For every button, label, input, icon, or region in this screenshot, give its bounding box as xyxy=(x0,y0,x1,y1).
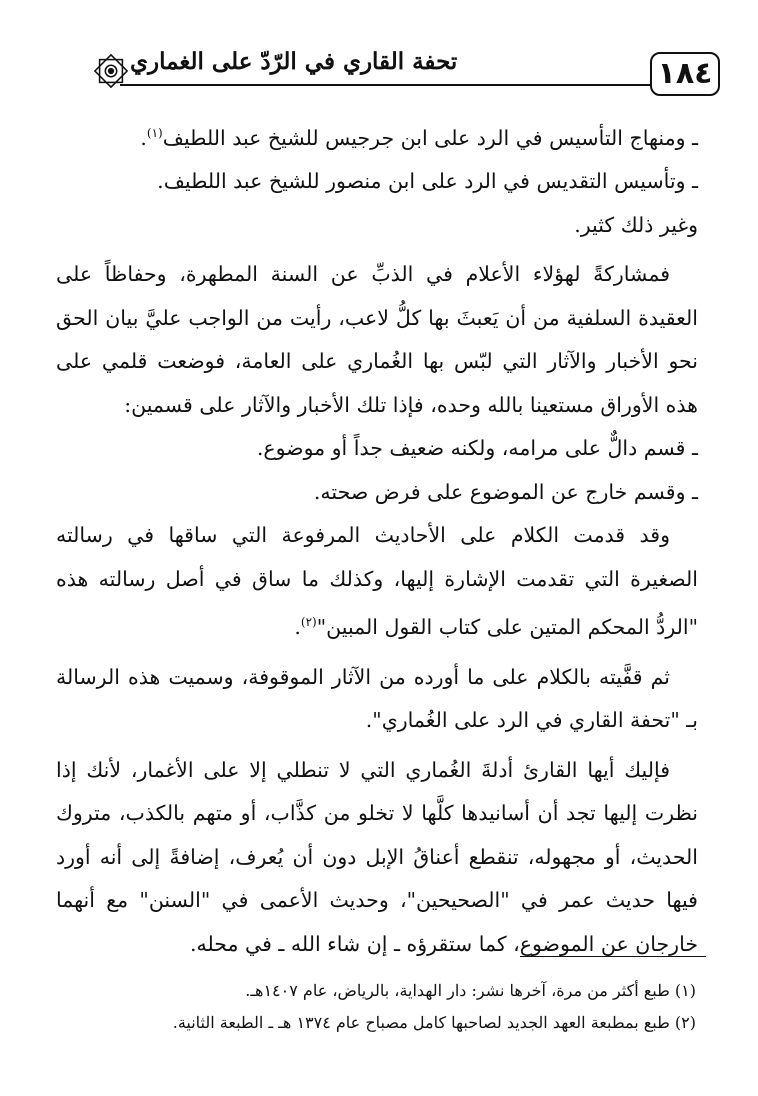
list-item-text: ـ ومنهاج التأسيس في الرد على ابن جرجيس للشيخ عبد اللطيف xyxy=(162,125,698,150)
punctuation: . xyxy=(140,125,147,150)
footnote: (١) طبع أكثر من مرة، آخرها نشر: دار الهداية، بالرياض، عام ١٤٠٧هـ. xyxy=(245,981,696,1000)
paragraph: فإليك أيها القارئ أدلةَ الغُماري التي لا تنطلي إلا على الأغمار، لأنك إذا نظرت إليها تجد أن أسانيدها كلَّها لا تخلو من كذَّاب، أو متهم بالكذب، متروك الحديث، أو مجهوله، تنقطع أعناقُ الإبل دون أن يُعرف، إضافةً إلى أنه أورد فيها حديث عمر في "الصحيحين"، وحديث الأعمى في "السنن" مع أنهما خارجان عن الموضوع، كما ستقرؤه ـ إن شاء الله ـ في محله. xyxy=(56,757,698,956)
header-rule xyxy=(120,84,650,86)
list-item xyxy=(56,112,698,160)
running-title: تحفة القاري في الرّدّ على الغماري xyxy=(130,48,458,75)
paragraph: فمشاركةً لهؤلاء الأعلام في الذبِّ عن السنة المطهرة، وحفاظاً على العقيدة السلفية من أن يَعبثَ بها كلُّ لاعب، رأيت من الواجب عليَّ بيان الحق نحو الأخبار والآثار التي لبّس بها الغُماري على العامة، فوضعت قلمي على هذه الأوراق مستعينا بالله وحده، فإذا تلك الأخبار والآثار على قسمين: xyxy=(56,262,698,417)
paragraph: وغير ذلك كثير. xyxy=(574,212,698,237)
footnote-ref: (١) xyxy=(146,126,163,140)
list-item: ـ وقسم خارج عن الموضوع على فرض صحته. xyxy=(313,479,698,504)
paragraph xyxy=(56,514,698,649)
ornament-icon xyxy=(92,52,130,90)
footnotes xyxy=(60,975,696,1039)
paragraph: ثم قفَّيته بالكلام على ما أورده من الآثار الموقوفة، وسميت هذه الرسالة بـ "تحفة القاري في الرد على الغُماري". xyxy=(56,664,698,733)
punctuation: . xyxy=(294,615,301,640)
main-text xyxy=(56,112,698,966)
page-header xyxy=(80,44,720,94)
page-number: ١٨٤ xyxy=(650,52,720,96)
footnote-divider xyxy=(520,956,706,957)
paragraph-text: وقد قدمت الكلام على الأحاديث المرفوعة التي ساقها في رسالته الصغيرة التي تقدمت الإشارة إليها، وكذلك ما ساق في أصل رسالته هذه "الردُّ المحكم المتين على كتاب القول المبين" xyxy=(56,523,698,640)
list-item: ـ قسم دالٌّ على مرامه، ولكنه ضعيف جداً أو موضوع. xyxy=(256,436,698,461)
footnote-ref: (٢) xyxy=(300,615,317,630)
footnote: (٢) طبع بمطبعة العهد الجديد لصاحبها كامل مصباح عام ١٣٧٤ هـ ـ الطبعة الثانية. xyxy=(172,1013,696,1032)
list-item: ـ وتأسيس التقديس في الرد على ابن منصور للشيخ عبد اللطيف. xyxy=(157,169,698,194)
